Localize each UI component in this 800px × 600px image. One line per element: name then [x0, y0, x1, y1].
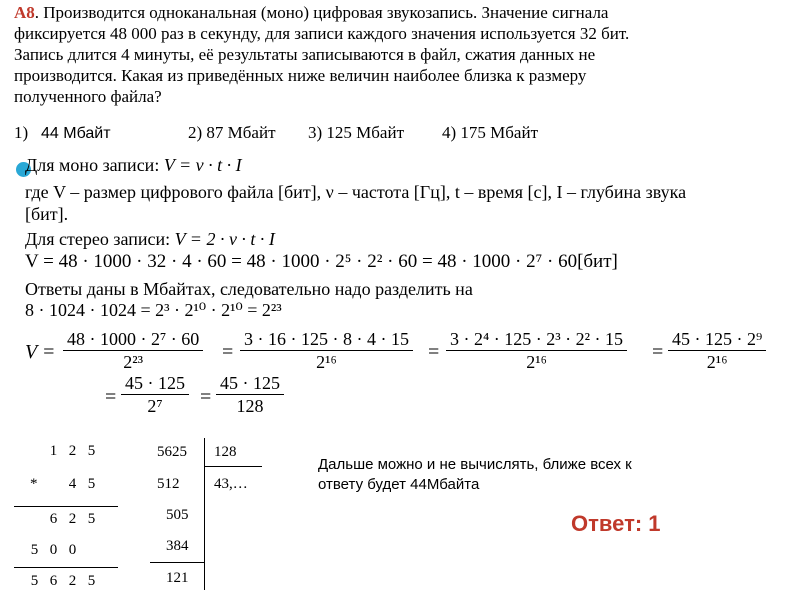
megabyte-line-2: 8 · 1024 · 1024 = 2³ · 2¹⁰ · 2¹⁰ = 2²³ [25, 300, 282, 320]
calc-line: V = 48 · 1000 · 32 · 4 · 60 = 48 · 1000 · 2⁵ · 2² · 60 = 48 · 1000 · 2⁷ · 60[бит] [25, 251, 618, 272]
task-line-2: фиксируется 48 000 раз в секунду, для записи каждого значения используется 32 бит. [14, 24, 630, 43]
task-line-3: Запись длится 4 минуты, её результаты записываются в файл, сжатия данных не [14, 45, 596, 64]
equals-sign: = [105, 386, 117, 408]
task-line-1: А8. Производится одноканальная (моно) цифровая звукозапись. Значение сигнала [14, 3, 609, 22]
equals-sign: = [200, 386, 212, 408]
division-dividend: 5625 [157, 444, 187, 460]
definition-line-1: где V – размер цифрового файла [бит], ν – частота [Гц], t – время [с], I – глубина звука [25, 182, 687, 202]
mult-divider-1 [14, 506, 118, 507]
mono-label: Для моно записи: [25, 155, 160, 175]
task-line-4: производится. Какая из приведённых ниже величин наиболее близка к размеру [14, 66, 587, 85]
fraction-2: $\frac{3 \cdot 16 \cdot 125 \cdot 8 \cdot 4 \cdot 15}{\text{2¹⁶}}$ [240, 328, 413, 373]
mono-line [25, 154, 242, 176]
option-1-number: 1) [14, 123, 29, 142]
fraction-5: $\frac{45 \cdot 125}{\text{2⁷}}$ [121, 372, 189, 417]
mult-result: 5 6 2 5 [30, 573, 96, 589]
division-subtract-1: 512 [157, 476, 180, 492]
division-divisor-line [204, 466, 262, 467]
mult-row-4: 5 0 0 [30, 542, 77, 558]
megabyte-line-1: Ответы даны в Мбайтах, следовательно надо разделить на [25, 279, 473, 299]
option-3: 3) 125 Мбайт [308, 123, 404, 142]
division-subtract-2: 384 [166, 538, 189, 554]
fraction-6: $\frac{45 \cdot 125}{128}$ [216, 372, 284, 417]
mult-row-3: 6 2 5 [49, 511, 96, 527]
mult-row-2: 4 5 [68, 476, 96, 492]
task-number: А8 [14, 3, 35, 22]
division-vertical-line [204, 438, 205, 590]
division-remainder-2: 121 [166, 570, 189, 586]
equals-sign: = [222, 341, 234, 363]
definition-line-2: [бит]. [25, 204, 69, 224]
final-answer: Ответ: 1 [571, 511, 661, 536]
division-divisor: 128 [214, 444, 237, 460]
stereo-label: Для стерео записи: [25, 229, 171, 249]
fraction-3: $\frac{\text{3 · 2⁴ · 125 · 2³ · 2² · 15}}{\text{2¹⁶}}$ [446, 328, 627, 373]
stereo-formula: V = 2 · ν · t · I [174, 229, 275, 249]
fraction-4: $\frac{\text{45 · 125 · 2⁹}}{\text{2¹⁶}}$ [668, 328, 766, 373]
mono-formula: V = ν · t · I [163, 155, 242, 175]
mult-row-1: 1 2 5 [49, 443, 96, 459]
equals-sign: = [428, 341, 440, 363]
conclusion-note: Дальше можно и не вычислять, ближе всех к ответу будет 44Мбайта [318, 456, 632, 493]
mult-divider-2 [14, 567, 118, 568]
task-line-5: полученного файла? [14, 87, 162, 106]
task-statement [14, 2, 794, 107]
option-4: 4) 175 Мбайт [442, 123, 538, 142]
option-1-value: 44 Мбайт [41, 125, 111, 142]
fraction-1: $\frac{\text{48 · 1000 · 2⁷ · 60}}{\text{2²³}}$ [63, 328, 203, 373]
v-label: V = [25, 341, 56, 363]
stereo-line [25, 228, 275, 250]
mult-sign: * [30, 476, 38, 492]
option-2: 2) 87 Мбайт [188, 123, 276, 142]
division-remainder-1: 505 [166, 507, 189, 523]
division-quotient: 43,… [214, 476, 248, 492]
equals-sign: = [652, 341, 664, 363]
division-divider [150, 562, 204, 563]
